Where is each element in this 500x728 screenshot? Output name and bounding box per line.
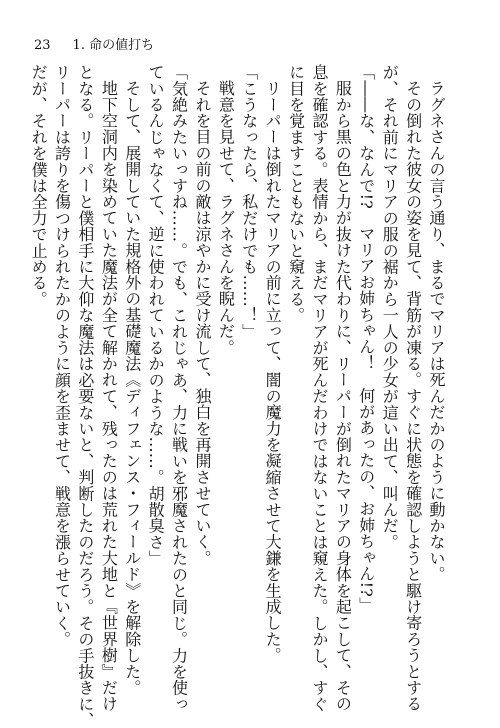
body-line: そして、展開していた規格外の基礎魔法《ディフェンス・フィールド》を解除した。 (122, 80, 142, 696)
dialogue-line: 「こうなったら、私だけでも……！」 (239, 64, 259, 340)
page-number: 23 (34, 38, 51, 53)
chapter-title: 1. 命の値打ち (72, 38, 155, 53)
body-line: ラグネさんの言う通り、まるでマリアは死んだかのように動かない。 (427, 80, 446, 583)
body-line: リーパーは倒れたマリアの前に立って、闇の魔力を凝縮させて大鎌を生成した。 (263, 80, 283, 664)
vertical-body-text (27, 64, 448, 728)
body-line: 服から黒の色と力が抜けた代わりに、リーパーが倒れたマリアの身体を起こして、その (333, 80, 353, 712)
page-header (34, 38, 154, 54)
body-line: その倒れた彼女の姿を見て、背筋が凍る。すぐに状態を確認しようと駆け寄ろうとする (403, 80, 423, 712)
body-line: に目を覚ますこともないと窺える。 (286, 64, 306, 324)
body-line: だが、それを僕は全力で止める。 (29, 64, 49, 307)
body-line: ているんじゃなくて、逆に使われているかのような……。胡散臭さ」 (146, 64, 166, 567)
body-line: 戦意を見せて、ラグネさんを睨んだ。 (216, 80, 236, 356)
dialogue-line: 「気絶みたいっすね……。でも、これじゃあ、力に戦いを邪魔されたのと同じ。力を使っ (169, 64, 189, 712)
body-line: 地下空洞内を染めていた魔法が全て解かれて、残ったのは荒れた大地と『世界樹』だけ (99, 80, 119, 712)
body-line: リーパーは誇りを傷つけられたかのように顔を歪ませて、戦意を漲らせていく。 (52, 64, 72, 648)
body-line: 息を確認する。表情から、まだマリアが死んだわけではないことは窺えた。しかし、すぐ (309, 64, 329, 712)
body-line: が、それ前にマリアの服の裾から一人の少女が這い出て、叫んだ。 (380, 64, 400, 550)
dialogue-line: 「――な、なんで!? マリアお姉ちゃん！ 何があったの、お姉ちゃん!?」 (356, 64, 376, 614)
body-line: それを目の前の敵は涼やかに受け流して、独白を再開させていく。 (192, 80, 212, 566)
body-line: となる。リーパーと僕相手に大仰な魔法は必要ないと、判断したのだろう。その手抜きに、 (75, 64, 95, 728)
